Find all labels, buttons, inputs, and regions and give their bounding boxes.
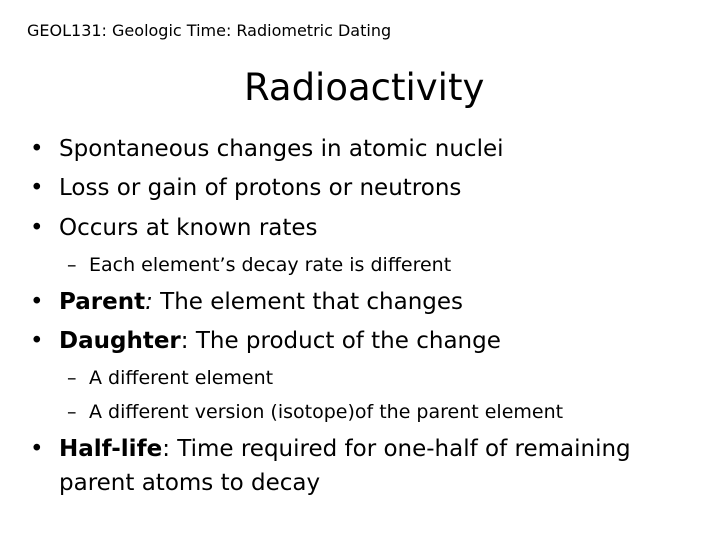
- bullet-term-separator: :: [180, 328, 189, 354]
- sub-bullet-text: A different element: [89, 367, 274, 389]
- bullet-text: [59, 436, 631, 462]
- bullet-dot: •: [30, 136, 44, 162]
- bullet-dot: •: [30, 289, 44, 315]
- bullet-term: Half-life: [59, 436, 163, 462]
- bullet-continuation: parent atoms to decay: [59, 470, 321, 496]
- bullet-dot: •: [30, 215, 44, 241]
- sub-bullet-dash: –: [67, 401, 77, 423]
- bullet-dot: •: [30, 328, 44, 354]
- bullet-dot: •: [30, 175, 44, 201]
- bullet-definition: The product of the change: [188, 328, 501, 354]
- bullet-text: Occurs at known rates: [59, 215, 318, 241]
- bullet-term-separator: :: [162, 436, 170, 462]
- course-header: GEOL131: Geologic Time: Radiometric Dating: [27, 21, 392, 40]
- bullet-definition: The element that changes: [152, 289, 464, 315]
- sub-bullet-dash: –: [67, 254, 77, 276]
- bullet-text: [59, 289, 463, 315]
- bullet-text: Spontaneous changes in atomic nuclei: [59, 136, 504, 162]
- sub-bullet-dash: –: [67, 367, 77, 389]
- sub-bullet-text: Each element’s decay rate is different: [89, 254, 452, 276]
- bullet-term-separator: :: [145, 289, 153, 315]
- bullet-term: Parent: [59, 289, 146, 315]
- bullet-definition: Time required for one-half of remaining: [169, 436, 631, 462]
- sub-bullet-text: A different version (isotope)of the parent element: [89, 401, 564, 423]
- bullet-text: Loss or gain of protons or neutrons: [59, 175, 462, 201]
- slide-title: Radioactivity: [244, 66, 485, 109]
- bullet-text: [59, 328, 501, 354]
- bullet-term: Daughter: [59, 328, 181, 354]
- bullet-dot: •: [30, 436, 44, 462]
